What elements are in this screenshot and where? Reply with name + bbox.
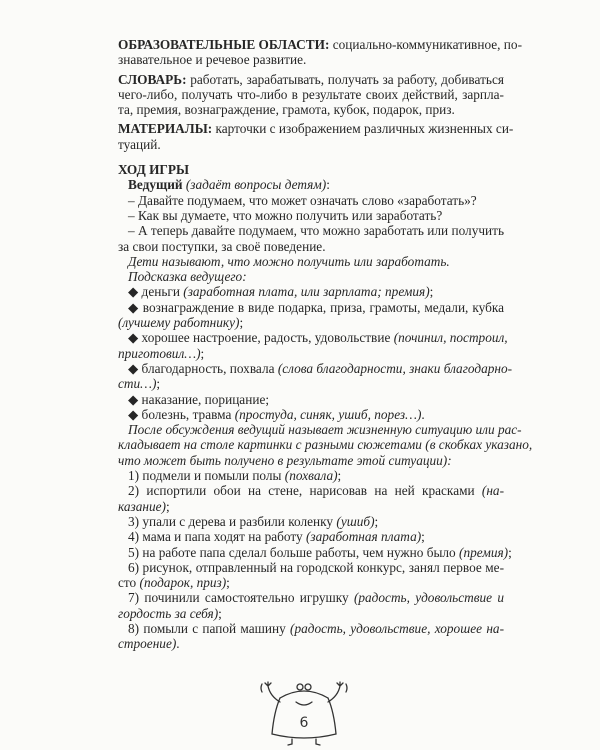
text: сто (118, 575, 140, 591)
text-line (118, 72, 504, 87)
italic-text: (радость, удовольствие и (353, 590, 504, 606)
text-line (118, 392, 504, 407)
text: 2) испортили обои на стене, нарисовав на ней красками (128, 483, 482, 499)
text: ◆ хорошее настроение, радость, удовольствие (128, 330, 394, 346)
text: – А теперь давайте подумаем, что можно заработать или получить (128, 223, 505, 239)
italic-text: Дети называют, что можно получить или заработать. (128, 253, 450, 269)
text: работать, зарабатывать, получать за работу, добиваться (186, 71, 504, 87)
italic-text: гордость за себя) (118, 605, 219, 621)
italic-text: (слова благодарности, знаки благодарно- (277, 360, 513, 376)
bold-text: Ведущий (128, 177, 183, 193)
section-heading: ХОД ИГРЫ (118, 162, 190, 178)
text-line (118, 529, 504, 544)
paragraph (118, 208, 504, 223)
italic-text: (починил, построил, (393, 330, 508, 346)
text-line (118, 560, 504, 575)
text: ; (226, 575, 230, 591)
text: : (326, 177, 330, 193)
text-line (118, 254, 504, 269)
text-line (118, 544, 512, 560)
paragraph (118, 193, 504, 208)
text-line (118, 621, 504, 636)
text-line (118, 360, 513, 376)
paragraph (118, 37, 523, 68)
text-line (118, 239, 504, 254)
text: ◆ наказание, порицание; (128, 391, 270, 407)
paragraph (118, 284, 504, 299)
text: знавательное и речевое развитие. (118, 52, 307, 68)
text: ; (508, 544, 512, 560)
italic-text: Подсказка ведущего: (128, 269, 247, 285)
text-line (118, 315, 504, 330)
text: . (176, 636, 180, 652)
italic-text: строение) (118, 636, 177, 652)
text-line (118, 121, 514, 137)
text-line (118, 52, 504, 67)
text: 6) рисунок, отправленный на городской конкурс, занял первое ме- (128, 559, 504, 575)
paragraph (118, 544, 512, 560)
text: ◆ благодарность, похвала (128, 360, 278, 376)
paragraph (118, 300, 504, 331)
text-line (118, 330, 508, 346)
text-line (118, 606, 504, 621)
italic-text: (задаёт вопросы детям) (185, 177, 327, 193)
text: 1) подмели и помыли полы (128, 468, 285, 484)
text: ; (421, 529, 425, 545)
page-text (118, 37, 533, 652)
text: ◆ болезнь, травма (128, 406, 235, 422)
italic-text: (похвала) (284, 468, 338, 484)
text: туаций. (118, 136, 161, 152)
text-line (118, 208, 504, 223)
italic-text: казание) (118, 498, 166, 514)
italic-text: кладывает на столе картинки с разными сюжетами (в скобках указано, (118, 437, 533, 453)
paragraph (118, 121, 514, 152)
italic-text: (заработная плата) (305, 529, 422, 545)
text: 4) мама и папа ходят на работу (128, 529, 306, 545)
italic-text: (ушиб) (336, 513, 375, 529)
text-line (118, 514, 504, 529)
text: ◆ вознаграждение в виде подарка, приза, грамоты, медали, кубка (128, 299, 504, 315)
bold-text: МАТЕРИАЛЫ: (118, 121, 213, 137)
text-line (118, 37, 523, 52)
paragraph (118, 360, 513, 392)
text: ; (374, 513, 379, 529)
text: чего-либо, получать что-либо в результате своих действий, зарпла- (118, 86, 504, 102)
paragraph (118, 269, 504, 284)
italic-text: После обсуждения ведущий называет жизненную ситуацию или рас- (128, 422, 522, 438)
text: – Как вы думаете, что можно получить или заработать? (128, 207, 443, 223)
italic-text: (подарок, приз) (139, 575, 227, 591)
text-line (118, 468, 504, 483)
page-number: 6 (299, 715, 309, 731)
paragraph (118, 72, 504, 118)
text: ; (337, 468, 342, 484)
text-line (118, 102, 504, 117)
text: 7) починили самостоятельно игрушку (128, 590, 354, 606)
text-line (118, 300, 504, 315)
intro-section (118, 37, 523, 152)
text: 3) упали с дерева и разбили коленку (128, 513, 337, 529)
italic-text: (радость, удовольствие, хорошее на- (290, 620, 504, 636)
text-line (118, 437, 533, 453)
text: 8) помыли с папой машину (128, 620, 291, 636)
game-procedure (118, 177, 533, 652)
italic-text: приготовил…) (118, 345, 201, 361)
text: ; (156, 376, 161, 392)
paragraph (118, 177, 504, 192)
text: ◆ деньги (128, 284, 184, 300)
text: карточки с изображением различных жизненных си- (212, 121, 514, 137)
text-line (118, 346, 504, 361)
bold-text: ОБРАЗОВАТЕЛЬНЫЕ ОБЛАСТИ: (118, 37, 330, 52)
text: за свои поступки, за своё поведение. (118, 238, 326, 254)
text-line (118, 223, 504, 238)
text-line (118, 284, 504, 299)
text-line (118, 193, 504, 208)
italic-text: (премия) (459, 544, 509, 560)
text: 5) на работе папа сделал больше работы, чем нужно было (128, 544, 460, 560)
bold-text: СЛОВАРЬ: (118, 71, 187, 87)
paragraph (118, 560, 504, 591)
text-line (118, 422, 522, 438)
text-line (118, 453, 504, 468)
text-line (118, 575, 504, 590)
paragraph (118, 529, 504, 544)
paragraph (118, 392, 504, 407)
text-line (118, 376, 504, 391)
text: ; (239, 315, 244, 331)
paragraph (118, 483, 504, 514)
text: та, премия, вознаграждение, грамота, кубок, подарок, приз. (118, 102, 455, 118)
text: ; (165, 498, 170, 514)
text-line (118, 87, 504, 102)
italic-text: (на- (481, 483, 504, 499)
text: . (421, 406, 425, 422)
text-line (118, 590, 504, 605)
text-line (118, 499, 504, 514)
text: социально-коммуникативное, по- (329, 37, 523, 52)
text-line (118, 407, 504, 422)
text-line (118, 483, 504, 498)
paragraph (118, 621, 504, 652)
paragraph (118, 422, 533, 468)
purse-illustration (258, 672, 350, 748)
paragraph (118, 468, 504, 483)
italic-text: что может быть получено в результате этой ситуации): (118, 452, 452, 468)
text-line (118, 177, 504, 192)
italic-text: (заработная плата, или зарплата; премия) (183, 284, 430, 300)
text-line (118, 636, 504, 651)
paragraph (118, 254, 504, 269)
paragraph (118, 514, 504, 529)
paragraph (118, 407, 504, 422)
italic-text: сти…) (118, 376, 157, 392)
paragraph (118, 590, 504, 621)
text-line (118, 137, 504, 152)
paragraph (118, 223, 504, 254)
paragraph (118, 330, 508, 361)
text: ; (218, 605, 222, 621)
italic-text: (простуда, синяк, ушиб, порез…) (234, 406, 422, 422)
italic-text: (лучшему работнику) (118, 315, 240, 331)
text: ; (429, 284, 434, 300)
text: – Давайте подумаем, что может означать слово «заработать»? (128, 192, 477, 208)
text-line (118, 269, 504, 284)
text: ; (200, 345, 205, 361)
